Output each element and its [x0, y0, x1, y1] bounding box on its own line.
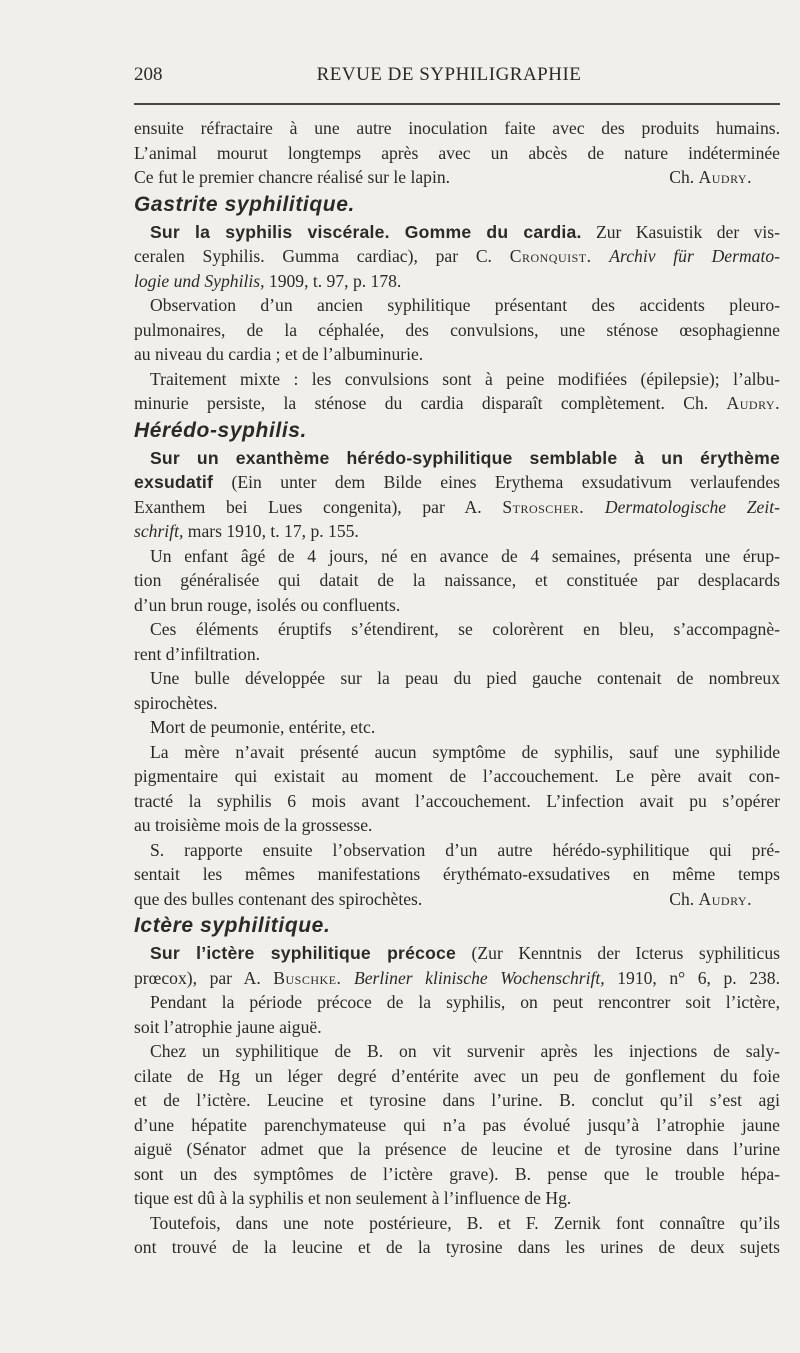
text-line: sentait les mêmes manifestations érythémato-exsudatives en même temps [134, 864, 780, 884]
text-line: Observation d’un ancien syphilitique présentant des accidents pleuro- [150, 295, 780, 315]
text-line: Toutefois, dans une note postérieure, B. et F. Zernik font connaître qu’ils [150, 1212, 780, 1233]
reference: 1909, t. 97, p. 178. [268, 270, 402, 291]
text-line [134, 244, 780, 269]
text-line: et de l’ictère. Leucine et tyrosine dans l’urine. B. conclut qu’il s’est agi [134, 1090, 780, 1110]
signature-name: Audry. [698, 888, 752, 909]
text-line: Traitement mixte : les convulsions sont à peine modifiées (épilepsie); l’albu- [150, 368, 780, 389]
author-signature [669, 165, 780, 190]
journal-name: Archiv für Dermato- [609, 246, 780, 266]
text-line: tracté la syphilis 6 mois avant l’accouchement. L’infection avait pu s’opérer [134, 790, 780, 811]
text-line: soit l’atrophie jaune aiguë. [134, 1016, 322, 1037]
text-line: cilate de Hg un léger degré d’entérite avec un peu de gonflement du foie [134, 1065, 780, 1086]
text-line: pigmentaire qui existait au moment de l’accouchement. Le père avait con- [134, 766, 780, 786]
text-line: au niveau du cardia ; et de l’albuminurie. [134, 344, 424, 364]
text-line: spirochètes. [134, 692, 218, 713]
text-line: pulmonaires, de la céphalée, des convulsions, une sténose œsophagienne [134, 319, 780, 340]
signature-name: Audry. [726, 393, 780, 413]
text-line: tion généralisée qui datait de la naissance, et constituée par desplacards [134, 570, 780, 590]
text-line [134, 519, 780, 544]
text-span: que des bulles contenant des spirochètes. [134, 888, 423, 909]
reference: mars 1910, t. 17, p. 155. [187, 521, 359, 541]
section-heading: Ictère syphilitique. [134, 914, 331, 937]
running-title: REVUE DE SYPHILIGRAPHIE [316, 64, 582, 85]
text-span: prœcox), par A. [134, 967, 261, 988]
author-name: Stroscher. [502, 496, 585, 517]
text-line [134, 470, 780, 495]
journal-name: Berliner klinische Wochenschrift, [353, 967, 605, 988]
text-line: L’animal mourut longtemps après avec un abcès de nature indéterminée [134, 142, 780, 163]
article-title: Sur un exanthème hérédo-syphilitique semblable à un érythème [150, 447, 780, 468]
text-span: Zur Kasuistik der vis- [596, 221, 781, 242]
text-line: tique est dû à la syphilis et non seulement à l’influence de Hg. [134, 1188, 572, 1208]
text-line: Mort de peumonie, entérite, etc. [150, 717, 376, 737]
text-span: (Zur Kenntnis der Icterus syphiliticus [471, 943, 780, 963]
text-span: minurie persiste, la sténose du cardia disparaît complètement. [134, 393, 665, 413]
text-line: rent d’infiltration. [134, 643, 261, 664]
text-line: Chez un syphilitique de B. on vit survenir après les injections de saly- [150, 1041, 780, 1061]
article-title: Sur l’ictère syphilitique précoce [150, 943, 456, 963]
text-line: La mère n’avait présenté aucun symptôme de syphilis, sauf une syphilide [150, 741, 780, 762]
text-line [134, 165, 780, 190]
article-title: Sur la syphilis viscérale. Gomme du cardia. [150, 221, 582, 242]
text-line: ensuite réfractaire à une autre inoculation faite avec des produits humains. [134, 118, 780, 138]
text-line: S. rapporte ensuite l’observation d’un autre hérédo-syphilitique qui pré- [150, 839, 780, 860]
signature-prefix: Ch. [683, 393, 709, 413]
text-line [134, 966, 780, 991]
text-span: Ce fut le premier chancre réalisé sur le lapin. [134, 167, 451, 187]
section-heading: Hérédo-syphilis. [134, 418, 307, 442]
text-line: sont un des symptômes de l’ictère grave). B. pense que le trouble hépa- [134, 1163, 780, 1184]
text-span: Exanthem bei Lues congenita), par A. [134, 496, 482, 517]
header-rule [134, 103, 780, 105]
author-signature [683, 393, 780, 413]
article-title: exsudatif [134, 472, 214, 492]
author-signature [669, 887, 780, 912]
signature-prefix: Ch. [669, 167, 695, 187]
signature-name: Audry. [698, 167, 752, 187]
page-number: 208 [134, 64, 163, 85]
signature-prefix: Ch. [669, 888, 695, 909]
article-title-line [134, 941, 780, 966]
text-line: aiguë (Sénator admet que la présence de leucine et de tyrosine dans l’urine [134, 1139, 780, 1159]
text-span: ceralen Syphilis. Gumma cardiac), par C. [134, 246, 492, 266]
journal-name: logie und Syphilis, [134, 270, 265, 291]
author-name: Buschke. [273, 967, 342, 988]
text-line [134, 887, 780, 912]
text-line [134, 495, 780, 520]
text-line: Ces éléments éruptifs s’étendirent, se colorèrent en bleu, s’accompagnè- [150, 619, 780, 639]
article-body [134, 116, 780, 1260]
page-header [134, 64, 764, 90]
section-heading: Gastrite syphilitique. [134, 192, 355, 216]
journal-name: Dermatologische Zeit- [604, 496, 780, 517]
text-line [134, 269, 780, 294]
text-line: au troisième mois de la grossesse. [134, 815, 373, 835]
author-name: Cronquist. [509, 246, 592, 266]
article-title-line [134, 446, 780, 471]
text-line: ont trouvé de la leucine et de la tyrosine dans les urines de deux sujets [134, 1237, 780, 1257]
text-span: (Ein unter dem Bilde eines Erythema exsudativum verlaufendes [231, 472, 781, 492]
article-title-line [134, 220, 780, 245]
text-line: Un enfant âgé de 4 jours, né en avance de 4 semaines, présenta une érup- [150, 545, 780, 566]
journal-name: schrift, [134, 521, 184, 541]
reference: 1910, n° 6, p. 238. [617, 967, 781, 988]
text-line: Pendant la période précoce de la syphilis, on peut rencontrer soit l’ictère, [150, 992, 780, 1012]
text-line: d’un brun rouge, isolés ou confluents. [134, 594, 401, 615]
text-line [134, 391, 780, 416]
text-line: d’une hépatite parenchymateuse qui n’a pas évolué jusqu’à l’atrophie jaune [134, 1114, 780, 1135]
text-line: Une bulle développée sur la peau du pied gauche contenait de nombreux [150, 668, 780, 688]
